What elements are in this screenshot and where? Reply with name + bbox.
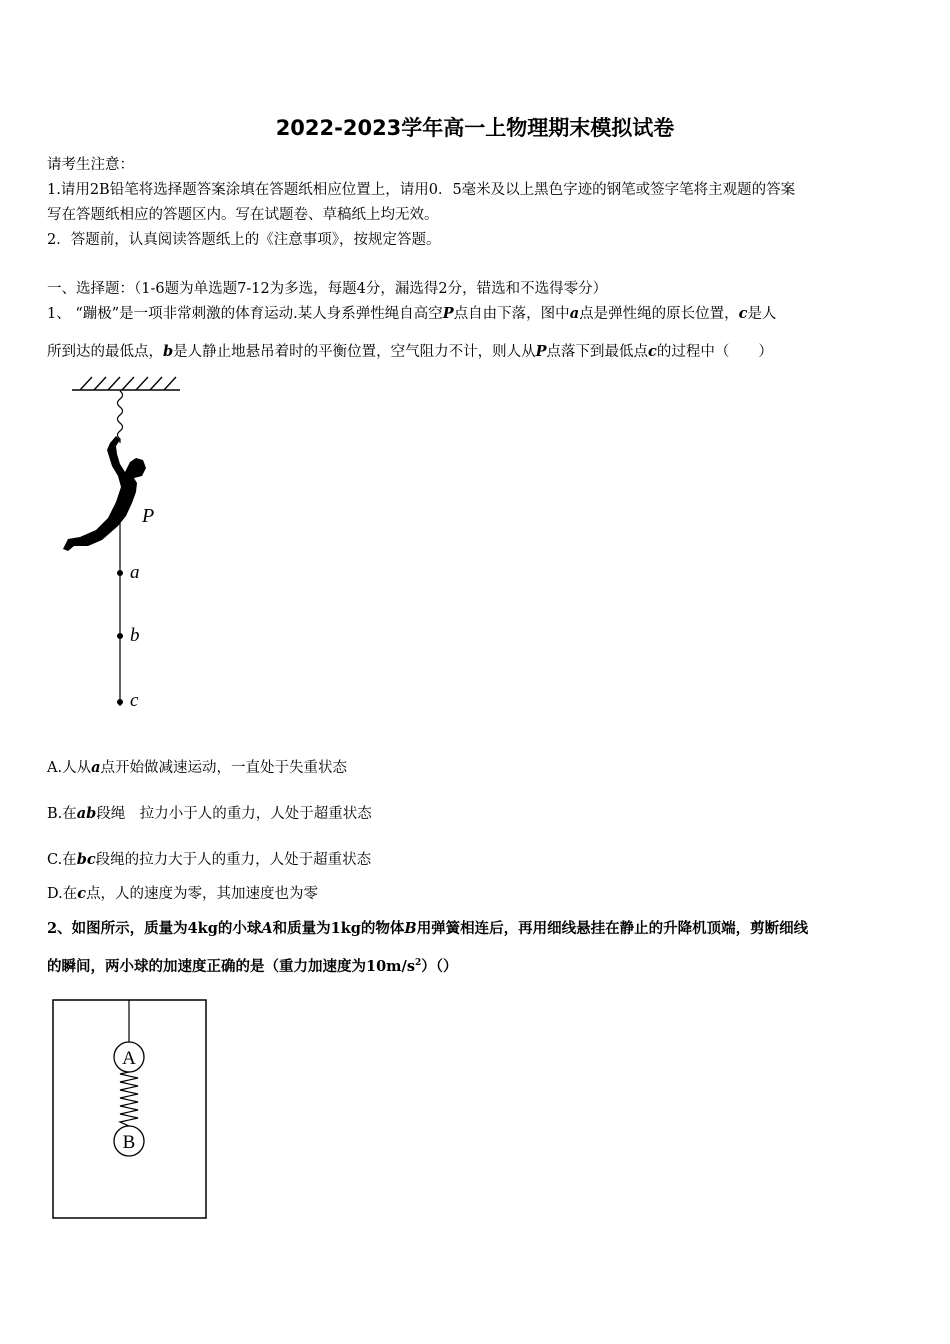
option-var: bc xyxy=(76,851,96,868)
q2-text: ）（） xyxy=(421,958,458,975)
page-title: 2022-2023学年高一上物理期末模拟试卷 xyxy=(275,116,675,140)
q1-var-b: b xyxy=(163,343,174,360)
q1-var-a: a xyxy=(569,305,580,322)
option-text: 点，人的速度为零，其加速度也为零 xyxy=(86,886,319,902)
notice-item-2: 2．答题前，认真阅读答题纸上的《注意事项》，按规定答题。 xyxy=(47,232,441,248)
notice-heading: 请考生注意： xyxy=(47,157,134,173)
option-text: 段绳 拉力小于人的重力，人处于超重状态 xyxy=(96,806,372,822)
notice-item-1-line-1: 1.请用2B铅笔将选择题答案涂填在答题纸相应位置上，请用0．5毫米及以上黑色字迹的钢笔或签字笔将主观题的答案 xyxy=(47,182,796,198)
q1-text: 1、 “蹦极”是一项非常刺激的体育运动.某人身系弹性绳自高空 xyxy=(47,306,443,322)
label-b: b xyxy=(130,625,140,646)
q1-text: 点是弹性绳的原长位置， xyxy=(579,306,739,322)
option-text: B.在 xyxy=(47,806,77,822)
q2-text: 用弹簧相连后，再用细线悬挂在静止的升降机顶端，剪断细线 xyxy=(416,920,809,937)
q2-gravity: 10m/s xyxy=(366,958,415,975)
q2-text: 的小球 xyxy=(217,920,262,937)
q2-var-A: A xyxy=(261,920,273,937)
option-var: ab xyxy=(76,805,97,822)
q2-var-B: B xyxy=(404,920,417,937)
q2-mass-A: 4kg xyxy=(187,920,218,937)
q2-text: 的瞬间，两小球的加速度正确的是（重力加速度为 xyxy=(47,958,366,975)
q1-var-P: P xyxy=(535,343,547,360)
q1-text: 的过程中（ ） xyxy=(656,344,773,360)
option-var: c xyxy=(77,885,87,902)
label-A: A xyxy=(122,1048,136,1069)
q1-var-P: P xyxy=(442,305,454,322)
q1-var-c: c xyxy=(648,343,657,360)
option-var: a xyxy=(91,759,101,776)
q1-text: 是人静止地悬吊着时的平衡位置，空气阻力不计，则人从 xyxy=(173,344,536,360)
q2-exponent: 2 xyxy=(414,958,422,969)
q2-text: 2、如图所示，质量为 xyxy=(47,920,188,937)
q1-text: 所到达的最低点， xyxy=(47,344,163,360)
spring xyxy=(120,1072,138,1126)
q2-mass-B: 1kg xyxy=(330,920,361,937)
label-B: B xyxy=(122,1132,136,1153)
q2-text: 的物体 xyxy=(360,920,405,937)
q1-text: 点自由下落，图中 xyxy=(453,306,570,322)
notice-item-1-line-2: 写在答题纸相应的答题区内。写在试题卷、草稿纸上均无效。 xyxy=(47,207,439,223)
option-text: 段绳的拉力大于人的重力，人处于超重状态 xyxy=(95,852,372,868)
option-text: 点开始做减速运动，一直处于失重状态 xyxy=(100,760,347,776)
option-text: C.在 xyxy=(47,852,77,868)
q1-text: 是人 xyxy=(747,306,777,322)
option-text: A.人从 xyxy=(47,760,92,776)
label-a: a xyxy=(130,562,140,583)
label-c: c xyxy=(130,690,139,711)
label-P: P xyxy=(142,505,155,527)
q1-var-c: c xyxy=(738,305,748,322)
q2-text: 和质量为 xyxy=(272,920,331,937)
q1-text: 点落下到最低点 xyxy=(546,344,649,360)
option-text: D.在 xyxy=(47,886,78,902)
section-heading: 一、选择题：（1-6题为单选题7-12为多选，每题4分，漏选得2分，错选和不选得零分） xyxy=(47,281,608,297)
